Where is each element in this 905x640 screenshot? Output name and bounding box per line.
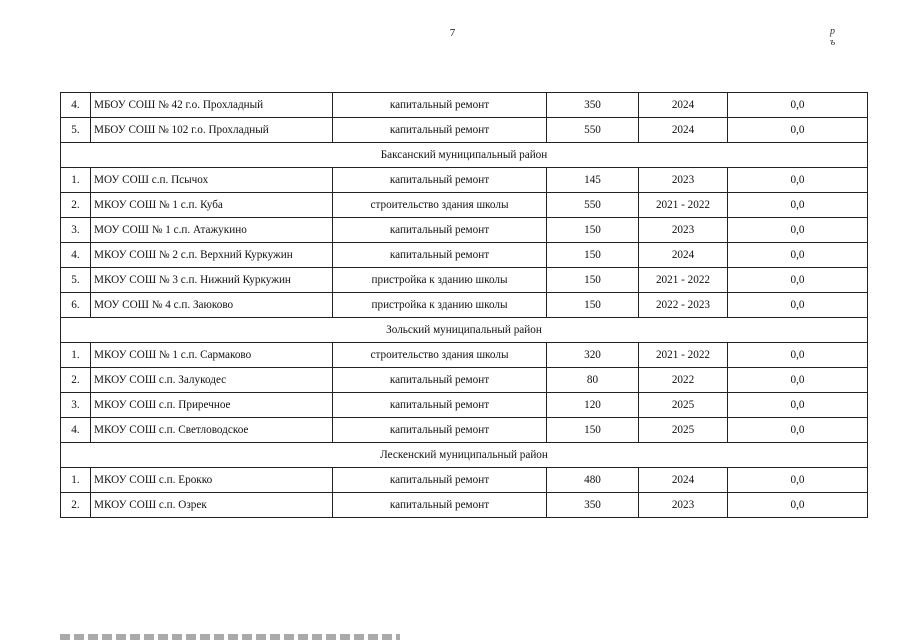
capacity: 550 [547,118,639,143]
capacity: 150 [547,418,639,443]
work-type: капитальный ремонт [333,168,547,193]
table-row [61,93,868,118]
work-type: капитальный ремонт [333,368,547,393]
value: 0,0 [728,343,868,368]
value: 0,0 [728,193,868,218]
table-row [61,293,868,318]
value: 0,0 [728,168,868,193]
work-type: капитальный ремонт [333,93,547,118]
work-type: строительство здания школы [333,343,547,368]
section-title: Лескенский муниципальный район [61,443,868,468]
capacity: 350 [547,493,639,518]
value: 0,0 [728,393,868,418]
table-body [61,93,868,518]
work-type: капитальный ремонт [333,418,547,443]
years: 2023 [639,218,728,243]
row-number: 2. [61,493,91,518]
row-number: 4. [61,243,91,268]
work-type: капитальный ремонт [333,218,547,243]
work-type: пристройка к зданию школы [333,268,547,293]
row-number: 6. [61,293,91,318]
school-name: МКОУ СОШ с.п. Залукодес [91,368,333,393]
value: 0,0 [728,268,868,293]
work-type: капитальный ремонт [333,493,547,518]
capacity: 320 [547,343,639,368]
school-name: МКОУ СОШ с.п. Ерокко [91,468,333,493]
row-number: 1. [61,343,91,368]
row-number: 4. [61,418,91,443]
work-type: капитальный ремонт [333,468,547,493]
years: 2023 [639,168,728,193]
table-row [61,393,868,418]
school-name: МБОУ СОШ № 42 г.о. Прохладный [91,93,333,118]
work-type: капитальный ремонт [333,393,547,418]
table-row [61,343,868,368]
years: 2024 [639,243,728,268]
value: 0,0 [728,243,868,268]
table-row [61,243,868,268]
school-name: МКОУ СОШ № 2 с.п. Верхний Куркужин [91,243,333,268]
capacity: 80 [547,368,639,393]
row-number: 1. [61,168,91,193]
table-row [61,193,868,218]
section-row [61,443,868,468]
work-type: капитальный ремонт [333,118,547,143]
value: 0,0 [728,368,868,393]
capacity: 145 [547,168,639,193]
capacity: 480 [547,468,639,493]
table-row [61,493,868,518]
table-row [61,168,868,193]
table-row [61,418,868,443]
years: 2025 [639,418,728,443]
capacity: 550 [547,193,639,218]
capacity: 150 [547,218,639,243]
years: 2024 [639,93,728,118]
row-number: 2. [61,368,91,393]
table-row [61,468,868,493]
years: 2021 - 2022 [639,268,728,293]
table-row [61,368,868,393]
value: 0,0 [728,493,868,518]
school-name: МКОУ СОШ с.п. Светловодское [91,418,333,443]
corner-marks: р ъ [830,26,864,48]
section-title: Зольский муниципальный район [61,318,868,343]
school-name: МОУ СОШ № 4 с.п. Заюково [91,293,333,318]
school-name: МКОУ СОШ № 1 с.п. Сармаково [91,343,333,368]
school-name: МКОУ СОШ № 3 с.п. Нижний Куркужин [91,268,333,293]
years: 2022 [639,368,728,393]
years: 2023 [639,493,728,518]
table-row [61,268,868,293]
page-number: 7 [449,27,456,39]
work-type: капитальный ремонт [333,243,547,268]
school-name: МОУ СОШ с.п. Псычох [91,168,333,193]
section-row [61,143,868,168]
value: 0,0 [728,218,868,243]
value: 0,0 [728,118,868,143]
years: 2024 [639,468,728,493]
years: 2021 - 2022 [639,343,728,368]
value: 0,0 [728,418,868,443]
capacity: 350 [547,93,639,118]
school-name: МБОУ СОШ № 102 г.о. Прохладный [91,118,333,143]
row-number: 1. [61,468,91,493]
schools-table [60,92,868,518]
school-name: МОУ СОШ № 1 с.п. Атажукино [91,218,333,243]
work-type: пристройка к зданию школы [333,293,547,318]
years: 2021 - 2022 [639,193,728,218]
years: 2022 - 2023 [639,293,728,318]
work-type: строительство здания школы [333,193,547,218]
capacity: 150 [547,293,639,318]
footer-scan-line [60,634,400,640]
school-name: МКОУ СОШ с.п. Приречное [91,393,333,418]
capacity: 150 [547,243,639,268]
row-number: 3. [61,393,91,418]
years: 2025 [639,393,728,418]
row-number: 5. [61,268,91,293]
school-name: МКОУ СОШ № 1 с.п. Куба [91,193,333,218]
row-number: 5. [61,118,91,143]
capacity: 150 [547,268,639,293]
table-row [61,218,868,243]
value: 0,0 [728,93,868,118]
row-number: 3. [61,218,91,243]
row-number: 2. [61,193,91,218]
value: 0,0 [728,468,868,493]
school-name: МКОУ СОШ с.п. Озрек [91,493,333,518]
table-row [61,118,868,143]
section-title: Баксанский муниципальный район [61,143,868,168]
section-row [61,318,868,343]
row-number: 4. [61,93,91,118]
years: 2024 [639,118,728,143]
value: 0,0 [728,293,868,318]
capacity: 120 [547,393,639,418]
